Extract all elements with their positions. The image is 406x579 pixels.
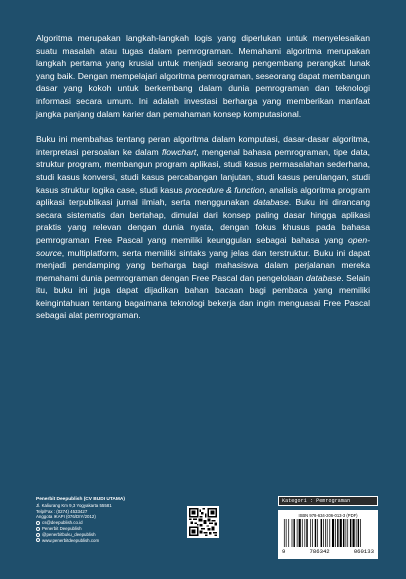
publisher-phone: Telp/Fax : (0274) 4533427 [36,508,88,514]
barcode-bar [350,519,351,547]
barcode-bar [332,519,334,547]
email-icon [36,521,40,525]
barcode-bar [292,519,293,547]
italic-term: open-source [36,234,370,258]
barcode-bar [358,519,359,547]
italic-term: database [305,272,342,283]
italic-term: flowchart [161,146,197,157]
contact-email: cs@deepublish.co.id [36,520,186,526]
text-run: , multiplatform, serta memiliki sintaks yang jelas dan terstruktur. Buku ini dapat menjadi pendamping yang berharga bagi mahasiswa dalam perjalanan mereka memahami dunia pemrograman dengan Free Pascal dan pengelolaan [36,247,370,283]
barcode-bar [360,519,361,547]
barcode-bar [321,519,322,547]
contact-website: www.penerbitdeepublish.com [36,538,186,544]
italic-term: database [253,197,289,208]
barcode-bar [288,519,289,547]
barcode-bar [286,519,287,547]
barcode-bar [347,519,348,547]
paragraph-2 [36,133,370,322]
barcode-bar [317,519,318,547]
text-run: Algoritma merupakan langkah-langkah logis yang diperlukan untuk menyelesaikan suatu masalah atau tugas dalam pemrograman. Memahami algoritma merupakan langkah pertama yang krusial untuk menjadi seorang pengembang perangkat lunak yang baik. Dengan mempelajari algoritma pemrograman, seseorang dapat membangun dasar yang kokoh untuk berkembang dalam dunia pemrograman dan teknologi informasi secara umum. Ini adalah investasi berharga yang memberikan manfaat jangka panjang dalam karier dan pemahaman konsep komputasional. [36,33,370,119]
barcode-bar [337,519,338,547]
barcode-bar [353,519,355,547]
paragraph-1 [36,32,370,120]
barcode-bar [346,519,347,547]
barcode-digit-right: 060133 [353,548,374,555]
text-run: Buku ini membahas tentang peran algoritma dalam komputasi, dasar-dasar algoritma, interpretasi persoalan ke dalam [36,134,370,157]
barcode-bars [282,519,374,547]
isbn-barcode [278,510,378,559]
barcode-bar [284,519,285,547]
barcode-bar [310,519,311,547]
barcode-bar [343,519,344,547]
category-badge: Kategori : Pemrograman [278,496,378,506]
text-run: , mengenal bahasa pemrograman, tipe data, struktur program, membangun program aplikasi, studi kasus permasalahan sederhana, studi kasus konversi, studi kasus percabangan lanjutan, studi kasus perulangan, studi kasus struktur logika case, studi kasus [36,146,370,195]
instagram-icon [36,533,40,537]
publisher-membership: Anggota IKAPI (076/DIY/2012) [36,514,96,520]
barcode-bar [306,519,307,547]
isbn-number: ISBN 978-634-206-013-3 (PDF) [298,513,358,518]
barcode-bar [293,519,294,547]
back-cover-blurb [36,32,370,335]
text-run: . Buku ini dirancang secara sistematis dan bertahap, dimulai dari konsep paling dasar hingga aplikasi praktis yang relevan dengan dunia nyata, dengan fokus khusus pada bahasa pemrograman Free Pascal yang memiliki keunggulan sebagai bahasa yang [36,197,370,245]
facebook-icon [36,527,40,531]
barcode-bar [315,519,316,547]
barcode-bar [329,519,330,547]
text-run: , analisis algoritma program aplikasi terpublikasi jurnal ilmiah, serta menggunakan [36,184,370,208]
text-run: . Selain itu, buku ini juga dapat dijadikan bahan bacaan bagi pembaca yang memiliki keingintahuan tentang bagaimana teknologi bekerja dan ingin menguasai Free Pascal sebagai alat pemrograman. [36,272,370,321]
isbn-section [278,496,378,559]
barcode-digit-prefix: 9 [282,548,286,555]
barcode-digits [282,548,374,555]
contact-instagram: @penerbitbuku_deepublish [36,532,186,538]
barcode-bar [325,519,326,547]
publisher-address: Jl. Kaliurang Km 9,3 Yogyakarta 55581 [36,502,112,508]
barcode-bar [356,519,357,547]
barcode-bar [299,519,301,547]
qr-code-icon [189,508,217,536]
barcode-bar [323,519,324,547]
qr-code [187,506,219,538]
italic-term: procedure & function [185,184,265,195]
barcode-bar [297,519,298,547]
publisher-info [36,497,186,543]
barcode-bar [302,519,303,547]
globe-icon [36,538,40,542]
barcode-bar [340,519,342,547]
barcode-bar [327,519,328,547]
barcode-digit-left: 786342 [309,548,330,555]
publisher-name: Penerbit Deepublish (CV BUDI UTAMA) [36,497,125,502]
barcode-bar [304,519,305,547]
barcode-bar [335,519,336,547]
barcode-bar [312,519,313,547]
contact-facebook: Penerbit Deepublish [36,526,186,532]
